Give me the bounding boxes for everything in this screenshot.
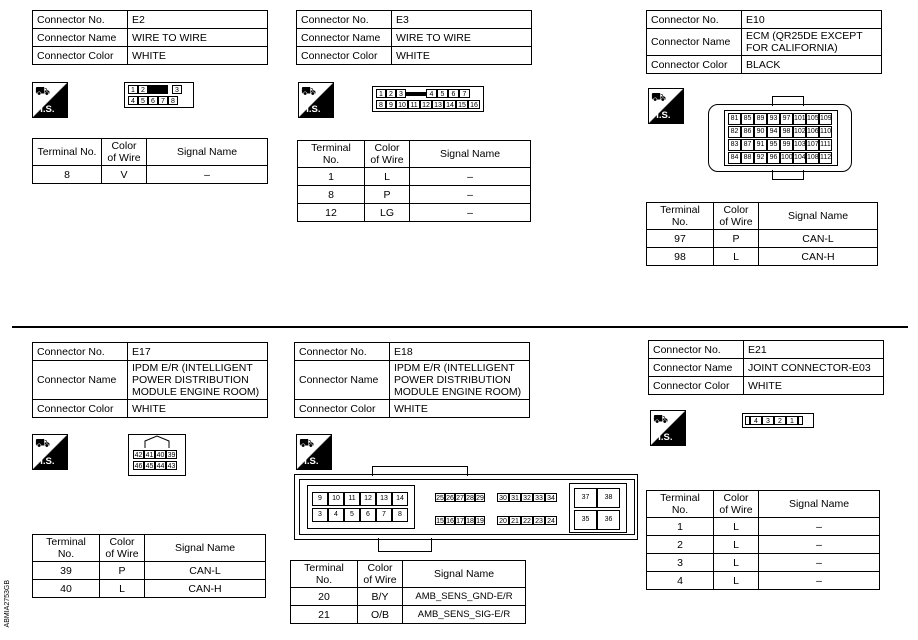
connector-color-value: WHITE [744,377,884,395]
pin: 99 [780,139,793,151]
harness-side-icon: ⛟ H.S. [648,88,684,124]
e18-info-table [294,342,530,418]
connector-color-value: WHITE [128,400,268,418]
header: Terminal No. [647,491,714,518]
pin: 100 [780,152,793,164]
figure-code: ABMIA2753GB [4,580,11,628]
pin: 97 [780,113,793,125]
table-row: 8 P – [298,186,531,204]
e3-info-table [296,10,532,65]
e21-terminal-table [646,490,880,590]
harness-side-icon: ⛟ H.S. [296,434,332,470]
pin: 86 [741,126,754,138]
connector-color-value: WHITE [128,47,268,65]
pin: 90 [754,126,767,138]
label: Connector Name [295,361,390,400]
connector-name-value: IPDM E/R (INTELLIGENT POWER DISTRIBUTION MODULE ENGINE ROOM) [390,361,530,400]
connector-no-value: E18 [390,343,530,361]
e17-lock-shape [129,435,185,449]
connector-name-value: JOINT CONNECTOR-E03 [744,359,884,377]
label: Connector No. [295,343,390,361]
label: Connector Color [647,56,742,74]
harness-side-icon: ⛟ H.S. [32,434,68,470]
pin: 83 [728,139,741,151]
label: Connector Color [297,47,392,65]
harness-side-icon: ⛟ H.S. [298,82,334,118]
pin: 3 [172,85,182,94]
connector-name-value: WIRE TO WIRE [392,29,532,47]
table-row: 97 P CAN-L [647,230,878,248]
e2-info-table [32,10,268,65]
pin: 85 [741,113,754,125]
header: Terminal No. [33,139,102,166]
label: Connector No. [33,11,128,29]
pin: 84 [728,152,741,164]
pin: 88 [741,152,754,164]
header: Signal Name [147,139,268,166]
connector-color-value: WHITE [390,400,530,418]
header: Terminal No. [291,561,358,588]
e17-info-table [32,342,268,418]
e3-connector-face: 1 2 3 4 5 6 7 8 9 10 11 12 13 14 15 16 [372,86,484,112]
pin: 102 [793,126,806,138]
e2-terminal-table [32,138,268,184]
header: Color of Wire [365,141,410,168]
e18-housing [294,474,638,540]
label: Connector Color [33,400,128,418]
e18-block-c-top: 30 31 32 33 34 [497,493,557,511]
pin: 81 [728,113,741,125]
pin: 94 [767,126,780,138]
header: Color of Wire [358,561,403,588]
table-row: 8 V – [33,166,268,184]
header: Signal Name [410,141,531,168]
pin: 2 [138,85,148,94]
pin: 7 [158,96,168,105]
pin: 101 [793,113,806,125]
label: Connector No. [33,343,128,361]
e18-terminal-table [290,560,526,624]
table-row: 3 L – [647,554,880,572]
pin: 5 [138,96,148,105]
e10-terminal-table [646,202,878,266]
pin: 89 [754,113,767,125]
e21-info-table [648,340,884,395]
section-divider [12,326,908,328]
label: Connector Color [649,377,744,395]
e18-block-c-bot: 20 21 22 23 24 [497,516,557,534]
e17-housing: 42 41 40 39 46 45 44 43 [128,434,186,476]
pin: 8 [168,96,178,105]
pin: 111 [819,139,832,151]
pin: 87 [741,139,754,151]
connector-color-value: WHITE [392,47,532,65]
table-row: 98 L CAN-H [647,248,878,266]
e18-bottom-tab [378,538,432,552]
label: Connector Name [297,29,392,47]
header: Terminal No. [33,535,100,562]
table-row: 20 B/Y AMB_SENS_GND-E/R [291,588,526,606]
header: Signal Name [403,561,526,588]
header: Signal Name [759,203,878,230]
end-tab [798,416,803,425]
table-row: 1 L – [298,168,531,186]
connector-no-value: E3 [392,11,532,29]
lock-tab [148,85,168,94]
pin: 104 [793,152,806,164]
table-row: 2 L – [647,536,880,554]
pin: 103 [793,139,806,151]
label: Connector Color [33,47,128,65]
connector-color-value: BLACK [742,56,882,74]
pin: 6 [148,96,158,105]
pin: 107 [806,139,819,151]
label: Connector Name [647,29,742,56]
label: Connector No. [647,11,742,29]
e21-connector-face: 4 3 2 1 [742,413,814,428]
e17-terminal-table [32,534,266,598]
table-row: 1 L – [647,518,880,536]
connector-name-value: WIRE TO WIRE [128,29,268,47]
label: Connector Color [295,400,390,418]
pin: 98 [780,126,793,138]
e3-terminal-table [297,140,531,222]
pin: 96 [767,152,780,164]
pin: 95 [767,139,780,151]
harness-side-icon: ⛟ H.S. [650,410,686,446]
pin: 82 [728,126,741,138]
e18-block-b-bot: 15 16 17 18 19 [436,518,484,525]
pin: 1 [128,85,138,94]
harness-side-icon: ⛟ H.S. [32,82,68,118]
header: Color of Wire [102,139,147,166]
connector-name-value: IPDM E/R (INTELLIGENT POWER DISTRIBUTION MODULE ENGINE ROOM) [128,361,268,400]
e18-block-a: 9 10 11 12 13 14 3 4 5 6 7 8 [307,485,415,529]
table-row: 4 L – [647,572,880,590]
header: Color of Wire [100,535,145,562]
header: Signal Name [145,535,266,562]
pin: 108 [806,152,819,164]
connector-no-value: E2 [128,11,268,29]
pin: 105 [806,113,819,125]
table-row: 21 O/B AMB_SENS_SIG-E/R [291,606,526,624]
e10-connector-face [724,110,838,166]
pin: 109 [819,113,832,125]
label: Connector No. [297,11,392,29]
pin: 112 [819,152,832,164]
header: Terminal No. [647,203,714,230]
connector-no-value: E17 [128,343,268,361]
lock-tab [406,92,426,96]
header: Terminal No. [298,141,365,168]
connector-name-value: ECM (QR25DE EXCEPT FOR CALIFORNIA) [742,29,882,56]
e2-connector-face [124,82,194,108]
connector-no-value: E21 [744,341,884,359]
label: Connector No. [649,341,744,359]
label: Connector Name [649,359,744,377]
pin: 110 [819,126,832,138]
header: Color of Wire [714,491,759,518]
header: Signal Name [759,491,880,518]
table-row: 12 LG – [298,204,531,222]
e18-block-b-top: 25 26 27 28 29 [436,495,484,502]
pin: 106 [806,126,819,138]
pin: 92 [754,152,767,164]
e10-info-table [646,10,882,74]
label: Connector Name [33,29,128,47]
pin: 91 [754,139,767,151]
label: Connector Name [33,361,128,400]
e18-block-d: 37 38 35 36 [569,483,627,533]
pin: 4 [128,96,138,105]
table-row: 39 P CAN-L [33,562,266,580]
header: Color of Wire [714,203,759,230]
pin: 93 [767,113,780,125]
connector-no-value: E10 [742,11,882,29]
table-row: 40 L CAN-H [33,580,266,598]
